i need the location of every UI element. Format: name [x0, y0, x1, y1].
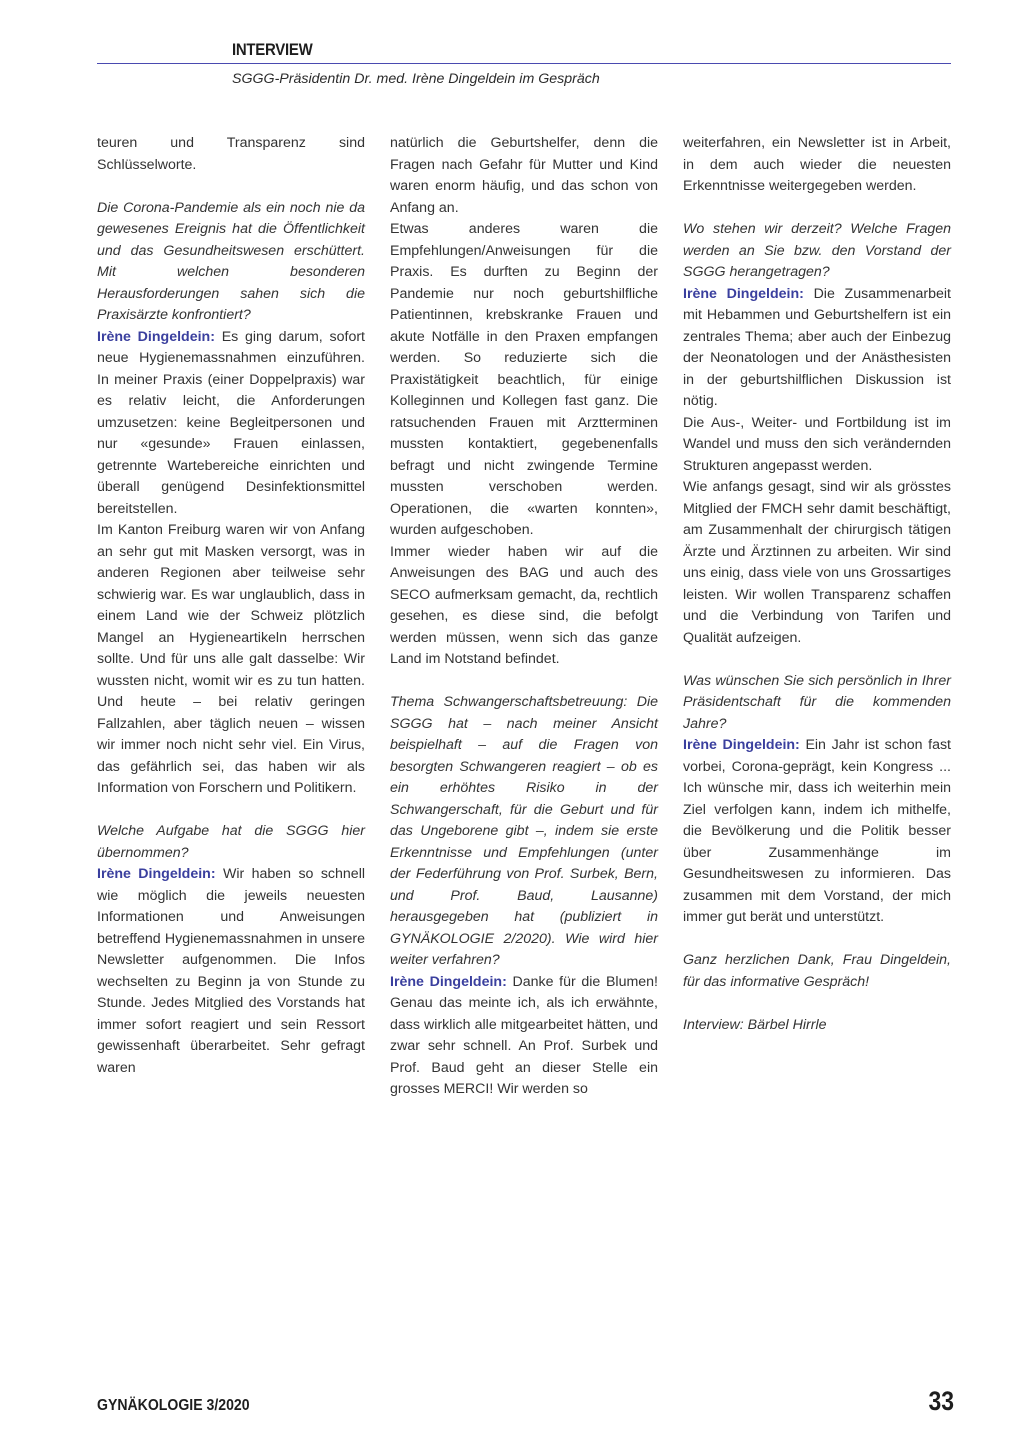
text-column-1: [97, 133, 365, 1079]
paragraph: weiterfahren, ein Newsletter ist in Arbeit, in dem auch wieder die neuesten Erkenntnisse weitergegeben werden.: [683, 135, 951, 194]
interview-answer: [683, 735, 951, 929]
footer-journal-issue: GYNÄKOLOGIE 3/2020: [97, 1397, 250, 1414]
interview-answer: [390, 972, 658, 1101]
interview-answer: [683, 284, 951, 413]
article-subtitle: SGGG-Präsidentin Dr. med. Irène Dingeldein im Gespräch: [232, 71, 600, 87]
paragraph: Im Kanton Freiburg waren wir von Anfang an sehr gut mit Masken versorgt, was in anderen Regionen aber teilweise sehr schwierig war. Es war unglaublich, dass in einem Land wie der Schweiz plötzlich Mangel an Hygieneartikeln herrschen sollte. Und für uns alle galt dasselbe: Wir wussten nicht, womit wir es zu tun hatten. Und heute – bei relativ geringen Fallzahlen, aber täglich neuen – wissen wir immer noch nicht sehr viel. Ein Virus, das gefährlich sei, das haben wir als Information von Forschern und Politikern.: [97, 522, 365, 796]
answer-text: Die Zusammenarbeit mit Hebammen und Geburtshelfern ist ein zentrales Thema; aber auch der Einbezug der Neonatologen und der Anästhesisten in der geburtshilflichen Diskussion ist nötig.: [683, 285, 951, 409]
paragraph: natürlich die Geburtshelfer, denn die Fragen nach Gefahr für Mutter und Kind waren enorm häufig, und das schon von Anfang an.: [390, 135, 658, 216]
interview-question: Welche Aufgabe hat die SGGG hier übernommen?: [97, 823, 365, 861]
paragraph: Die Aus-, Weiter- und Fortbildung ist im Wandel und muss den sich verändernden Strukturen angepasst werden.: [683, 414, 951, 474]
section-label: INTERVIEW: [232, 40, 313, 59]
closing-thanks: Ganz herzlichen Dank, Frau Dingeldein, für das informative Gespräch!: [683, 952, 951, 990]
answer-text: Wir haben so schnell wie möglich die jeweils neuesten Informationen und Anweisungen betreffend Hygienemassnahmen in unsere Newsletter aufgenommen. Die Infos wechselten zu Beginn ja von Stunde zu Stunde. Jedes Mitglied des Vorstands hat immer sofort reagiert und sein Ressort gewissenhaft überarbeitet. Sehr gefragt waren: [97, 866, 365, 1076]
interview-question: Thema Schwangerschaftsbetreuung: Die SGGG hat – nach meiner Ansicht beispielhaft – auf die Fragen von besorgten Schwangeren reagiert – ob es ein erhöhtes Risiko in der Schwangerschaft, für die Geburt und für das Ungeborene gibt –, indem sie erste Erkenntnisse und Empfehlungen (unter der Federführung von Prof. Surbek, Bern, und Prof. Baud, Lausanne) herausgegeben hat (publiziert in GYNÄKOLOGIE 2/2020). Wie wird hier weiter verfahren?: [390, 694, 658, 968]
interview-answer: [97, 327, 365, 521]
interview-question: Was wünschen Sie sich persönlich in Ihrer Präsidentschaft für die kommenden Jahre?: [683, 672, 951, 732]
answer-text: Es ging darum, sofort neue Hygienemassnahmen einzuführen. In meiner Praxis (einer Doppelpraxis) war es relativ leicht, die Anforderungen umzusetzen: keine Begleitpersonen und nur «gesunde» Frauen einlassen, getrennte Wartebereiche einrichten und überall genügend Desinfektionsmittel bereitstellen.: [97, 328, 365, 517]
speaker-name: Irène Dingeldein:: [683, 737, 800, 753]
speaker-name: Irène Dingeldein:: [683, 285, 804, 302]
speaker-name: Irène Dingeldein:: [390, 973, 507, 990]
interview-question: Wo stehen wir derzeit? Welche Fragen werden an Sie bzw. den Vorstand der SGGG herangetragen?: [683, 221, 951, 280]
text-column-3: [683, 133, 951, 1036]
paragraph: Etwas anderes waren die Empfehlungen/Anweisungen für die Praxis. Es durften zu Beginn der Pandemie nur noch geburtshilfliche Patientinnen, krebskranke Frauen und akute Notfälle in den Praxen empfangen werden. So reduzierte sich die Praxistätigkeit beachtlich, für einige Kolleginnen und Kollegen fast ganz. Die ratsuchenden Frauen mit Arztterminen mussten kontaktiert, gegebenenfalls befragt und nicht zwingende Termine mussten verschoben werden. Operationen, die «warten konnten», wurden aufgeschoben.: [390, 221, 658, 538]
paragraph: teuren und Transparenz sind Schlüsselworte.: [97, 135, 365, 173]
interview-question: Die Corona-Pandemie als ein noch nie da gewesenes Ereignis hat die Öffentlichkeit und das Gesundheitswesen erschüttert. Mit welchen besonderen Herausforderungen sahen sich die Praxisärzte konfrontiert?: [97, 199, 365, 323]
paragraph: Wie anfangs gesagt, sind wir als grösstes Mitglied der FMCH sehr damit beschäftigt, am Zusammenhalt der chirurgisch tätigen Ärzte und Ärztinnen zu arbeiten. Wir sind uns einig, dass viele von uns Grossartiges leisten. Wir wollen Transparenz schaffen und die Verbindung von Tarifen und Qualität aufzeigen.: [683, 479, 951, 646]
speaker-name: Irène Dingeldein:: [97, 866, 216, 882]
text-column-2: [390, 133, 658, 1101]
interview-answer: [97, 864, 365, 1079]
answer-text: Danke für die Blumen! Genau das meinte ich, als ich erwähnte, dass wirklich alle mitgearbeitet hätten, und zwar sehr schnell. An Prof. Surbek und Prof. Baud geht an dieser Stelle ein grosses MERCI! Wir werden so: [390, 973, 659, 1097]
header-rule: [97, 63, 951, 64]
interview-credit: Interview: Bärbel Hirrle: [683, 1016, 827, 1033]
speaker-name: Irène Dingeldein:: [97, 328, 215, 345]
paragraph: Immer wieder haben wir auf die Anweisungen des BAG und auch des SECO aufmerksam gemacht, da, rechtlich gesehen, es diese sind, die befolgt werden müssen, wenn sich das ganze Land im Notstand befindet.: [390, 543, 658, 667]
answer-text: Ein Jahr ist schon fast vorbei, Corona-geprägt, kein Kongress ... Ich wünsche mir, dass ich weiterhin mein Ziel verfolgen kann, indem ich mithelfe, die Bevölkerung und die Politik besser über Zusammenhänge im Gesundheitswesen zu informieren. Das zusammen mit dem Vorstand, der mich immer gut berät und unterstützt.: [683, 737, 951, 925]
page-number: 33: [928, 1386, 954, 1416]
